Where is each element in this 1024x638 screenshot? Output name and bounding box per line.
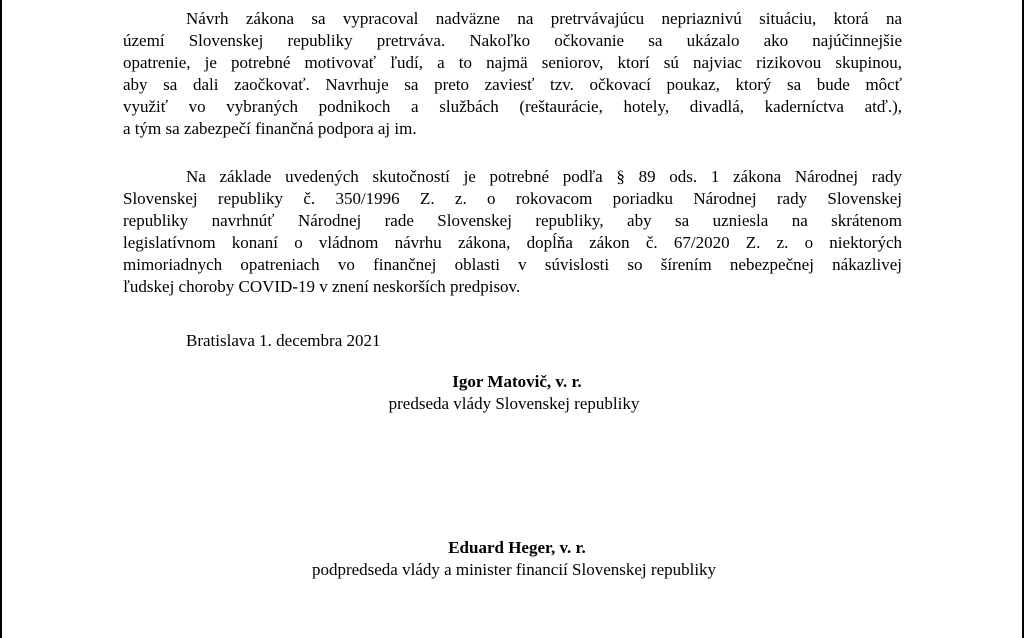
paragraph-justification (123, 8, 902, 140)
paragraph-line: využiť vo vybraných podnikoch a službách (reštaurácie, hotely, divadlá, kaderníctva atď.), (123, 97, 902, 116)
signatory-role: predseda vlády Slovenskej republiky (388, 394, 640, 413)
paragraph-line: Návrh zákona sa vypracoval nadväzne na pretrvávajúcu nepriaznivú situáciu, ktorá na (186, 9, 902, 28)
paragraph-line: republiky navrhnúť Národnej rade Slovenskej republiky, aby sa uzniesla na skrátenom (123, 211, 902, 230)
signatory-name: Igor Matovič, v. r. (452, 372, 582, 391)
paragraph-legal-basis (123, 166, 902, 298)
paragraph-line: ľudskej choroby COVID-19 v znení neskorších predpisov. (123, 277, 521, 296)
signatory-name: Eduard Heger, v. r. (448, 538, 586, 557)
paragraph-line: opatrenie, je potrebné motivovať ľudí, a to najmä seniorov, ktorí sú najviac rizikovou skupinou, (123, 53, 902, 72)
paragraph-line: aby sa dali zaočkovať. Navrhuje sa preto zaviesť tzv. očkovací poukaz, ktorý sa bude môcť (123, 75, 902, 94)
signatory-role: podpredseda vlády a minister financií Slovenskej republiky (311, 560, 717, 579)
paragraph-line: Na základe uvedených skutočností je potrebné podľa § 89 ods. 1 zákona Národnej rady (186, 167, 902, 186)
signature-block-finance-minister (2, 537, 1024, 581)
paragraph-line: mimoriadnych opatreniach vo finančnej oblasti v súvislosti so šírením nebezpečnej nákazlivej (123, 255, 902, 274)
paragraph-line: legislatívnom konaní o vládnom návrhu zákona, dopĺňa zákon č. 67/2020 Z. z. o niektorých (123, 233, 902, 252)
paragraph-line: Slovenskej republiky č. 350/1996 Z. z. o rokovacom poriadku Národnej rady Slovenskej (123, 189, 902, 208)
paragraph-line: území Slovenskej republiky pretrváva. Nakoľko očkovanie sa ukázalo ako najúčinnejšie (123, 31, 902, 50)
signature-block-prime-minister (2, 371, 1024, 415)
paragraph-line: a tým sa zabezpečí finančná podpora aj im. (123, 119, 417, 138)
dateline: Bratislava 1. decembra 2021 (186, 331, 381, 350)
